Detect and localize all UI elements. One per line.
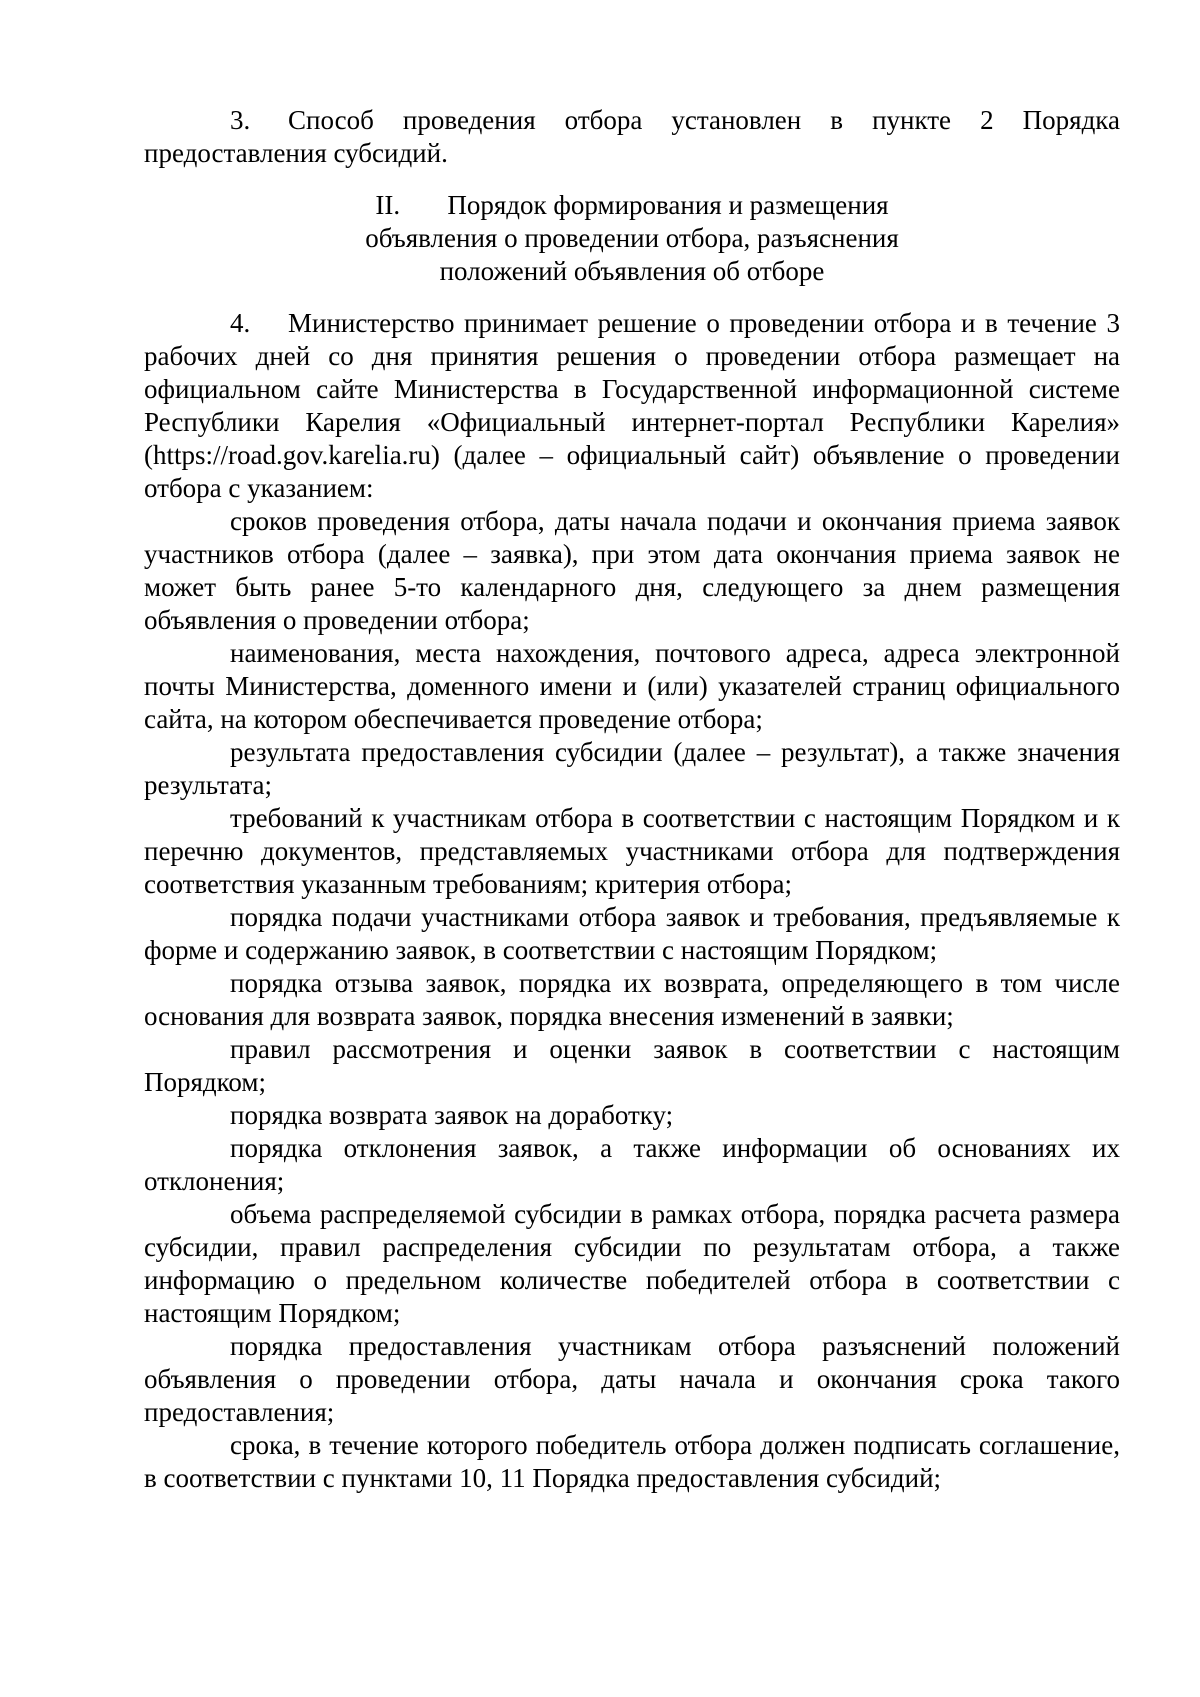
list-item: порядка возврата заявок на доработку;: [230, 1100, 674, 1130]
list-item: результата предоставления субсидии (далее – результат), а также значения результата;: [144, 737, 1120, 800]
list-item: сроков проведения отбора, даты начала подачи и окончания приема заявок участников отбора (далее – заявка), при этом дата окончания приема заявок не может быть ранее 5-то календарного дня, следующего за днем размещения объявления о проведении отбора;: [144, 506, 1120, 635]
item-3-paragraph: [144, 104, 1120, 170]
heading-line-3: положений объявления об отборе: [439, 256, 825, 286]
list-item: порядка отклонения заявок, а также информации об основаниях их отклонения;: [144, 1133, 1120, 1196]
list-item: объема распределяемой субсидии в рамках отбора, порядка расчета размера субсидии, правил распределения субсидии по результатам отбора, а также информацию о предельном количестве победителей отбора в соответствии с настоящим Порядком;: [144, 1199, 1120, 1328]
item-text: Способ проведения отбора установлен в пункте 2 Порядка предоставления субсидий.: [144, 105, 1120, 168]
item-number: 3.: [230, 105, 251, 135]
list-item: порядка предоставления участникам отбора разъяснений положений объявления о проведении отбора, даты начала и окончания срока такого предоставления;: [144, 1331, 1120, 1427]
document-page: [144, 104, 1120, 1495]
list-item: наименования, места нахождения, почтового адреса, адреса электронной почты Министерства, доменного имени и (или) указателей страниц официального сайта, на котором обеспечивается проведение отбора;: [144, 638, 1120, 734]
heading-line-2: объявления о проведении отбора, разъяснения: [365, 223, 899, 253]
list-item: требований к участникам отбора в соответствии с настоящим Порядком и к перечню документов, представляемых участниками отбора для подтверждения соответствия указанным требованиям; критерия отбора;: [144, 803, 1120, 899]
list-item: порядка подачи участниками отбора заявок и требования, предъявляемые к форме и содержанию заявок, в соответствии с настоящим Порядком;: [144, 902, 1120, 965]
list-item: правил рассмотрения и оценки заявок в соответствии с настоящим Порядком;: [144, 1034, 1120, 1097]
item-number: 4.: [230, 308, 251, 338]
section-2-heading: [144, 189, 1120, 288]
list-item: срока, в течение которого победитель отбора должен подписать соглашение, в соответствии с пунктами 10, 11 Порядка предоставления субсидий;: [144, 1430, 1120, 1493]
heading-line-1: [144, 189, 1120, 222]
item-text: Министерство принимает решение о проведении отбора и в течение 3 рабочих дней со дня принятия решения о проведении отбора размещает на официальном сайте Министерства в Государственной информационной системе Республики Карелия «Официальный интернет-портал Республики Карелия» (https://road.gov.karelia.ru) (далее – официальный сайт) объявление о проведении отбора с указанием:: [144, 308, 1120, 503]
list-item: порядка отзыва заявок, порядка их возврата, определяющего в том числе основания для возврата заявок, порядка внесения изменений в заявки;: [144, 968, 1120, 1031]
section-roman-numeral: II.: [375, 190, 401, 220]
heading-line-1-text: Порядок формирования и размещения: [447, 190, 889, 220]
item-4-paragraph: [144, 307, 1120, 505]
